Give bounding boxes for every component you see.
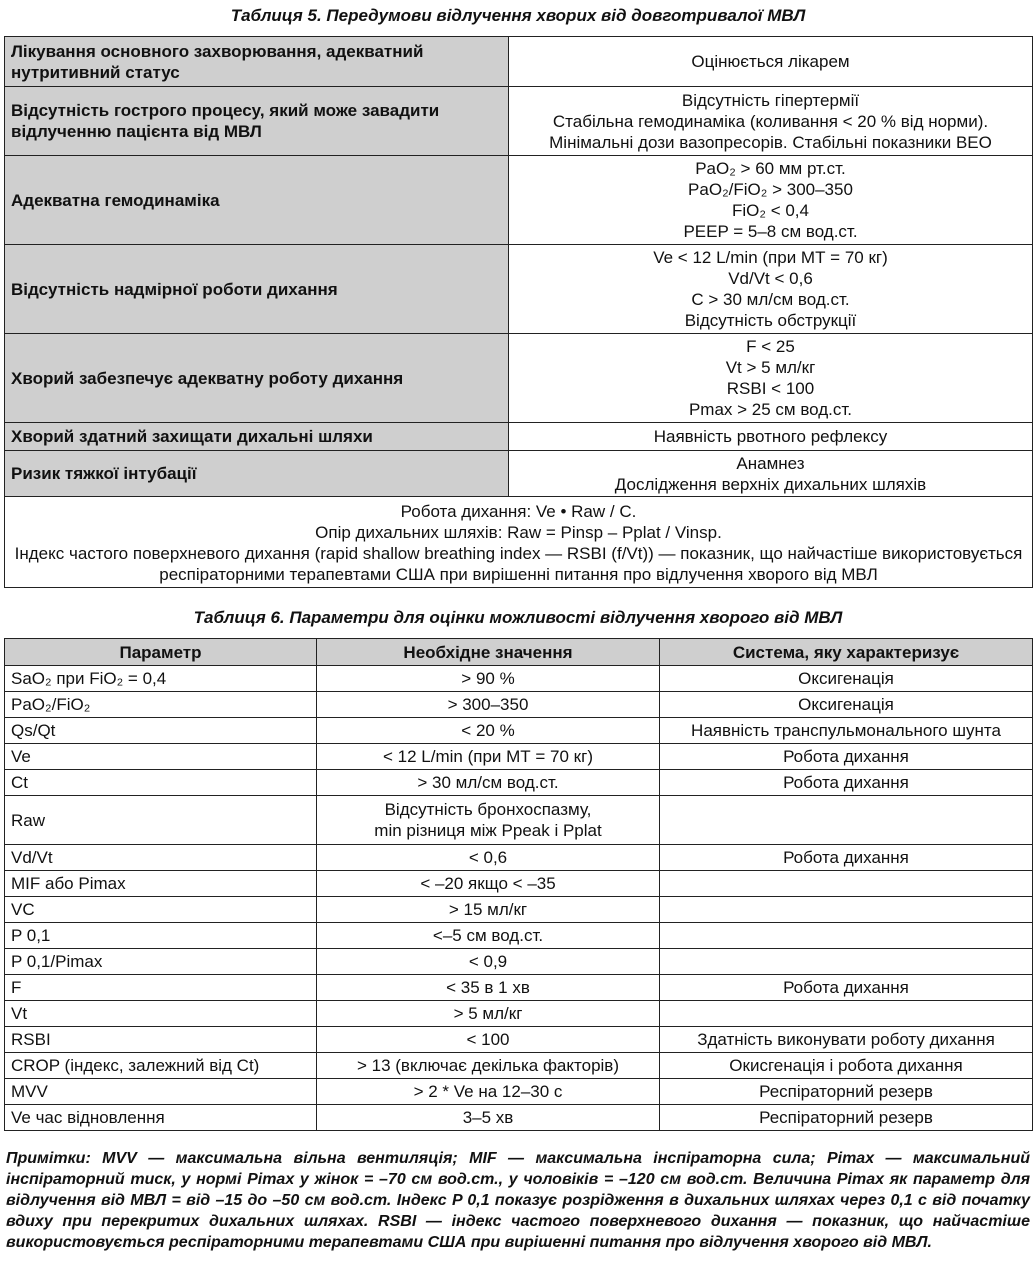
system-cell: Робота дихання	[660, 770, 1033, 796]
table-row	[5, 744, 1033, 770]
param-cell: RSBI	[5, 1027, 317, 1053]
table5-label: Адекватна гемодинаміка	[5, 156, 509, 245]
required-value-cell: > 300–350	[317, 692, 660, 718]
table-row	[5, 770, 1033, 796]
system-cell	[660, 796, 1033, 845]
required-value-cell: < 20 %	[317, 718, 660, 744]
required-value-cell: < 0,6	[317, 845, 660, 871]
required-value-cell: > 5 мл/кг	[317, 1001, 660, 1027]
param-cell: P 0,1	[5, 923, 317, 949]
system-cell: Робота дихання	[660, 744, 1033, 770]
table5-caption: Таблиця 5. Передумови відлучення хворих від довготривалої МВЛ	[230, 6, 806, 25]
table5-label: Відсутність гострого процесу, який може завадити відлученню пацієнта від МВЛ	[5, 87, 509, 156]
table5-value: Анамнез Дослідження верхніх дихальних шляхів	[509, 451, 1033, 497]
table-row	[5, 692, 1033, 718]
column-header-required-value: Необхідне значення	[317, 639, 660, 666]
table-row	[5, 423, 1033, 451]
param-cell: Vd/Vt	[5, 845, 317, 871]
table-row	[5, 245, 1033, 334]
table-row	[5, 871, 1033, 897]
param-cell: Ve час відновлення	[5, 1105, 317, 1131]
required-value-cell: < 100	[317, 1027, 660, 1053]
table-row	[5, 451, 1033, 497]
param-cell: VC	[5, 897, 317, 923]
param-cell: Ct	[5, 770, 317, 796]
system-cell	[660, 949, 1033, 975]
table-row	[5, 949, 1033, 975]
required-value-cell: 3–5 хв	[317, 1105, 660, 1131]
required-value-cell: < –20 якщо < –35	[317, 871, 660, 897]
required-value-cell: <–5 см вод.ст.	[317, 923, 660, 949]
table5-label: Відсутність надмірної роботи дихання	[5, 245, 509, 334]
table5-label: Хворий здатний захищати дихальні шляхи	[5, 423, 509, 451]
table5	[4, 36, 1033, 588]
table5-label: Ризик тяжкої інтубації	[5, 451, 509, 497]
required-value-cell: < 0,9	[317, 949, 660, 975]
table5-value: Оцінюється лікарем	[509, 37, 1033, 87]
param-cell: F	[5, 975, 317, 1001]
system-cell: Оксигенація	[660, 692, 1033, 718]
table-row	[5, 156, 1033, 245]
system-cell	[660, 871, 1033, 897]
table-row	[5, 1027, 1033, 1053]
system-cell: Робота дихання	[660, 845, 1033, 871]
param-cell: PaO₂/FiO₂	[5, 692, 317, 718]
required-value-cell: > 90 %	[317, 666, 660, 692]
param-cell: MVV	[5, 1079, 317, 1105]
table-row	[5, 87, 1033, 156]
table5-value: Наявність рвотного рефлексу	[509, 423, 1033, 451]
param-cell: SaO₂ при FiO₂ = 0,4	[5, 666, 317, 692]
system-cell: Робота дихання	[660, 975, 1033, 1001]
required-value-cell: < 12 L/min (при МТ = 70 кг)	[317, 744, 660, 770]
table5-label: Лікування основного захворювання, адекватний нутритивний статус	[5, 37, 509, 87]
system-cell: Наявність транспульмонального шунта	[660, 718, 1033, 744]
table5-value: PaO₂ > 60 мм рт.ст. PaO₂/FiO₂ > 300–350 FiO₂ < 0,4 PEEP = 5–8 см вод.ст.	[509, 156, 1033, 245]
table6	[4, 638, 1033, 1131]
required-value-cell: < 35 в 1 хв	[317, 975, 660, 1001]
param-cell: Qs/Qt	[5, 718, 317, 744]
table-row	[5, 845, 1033, 871]
table5-value: Відсутність гіпертермії Стабільна гемодинаміка (коливання < 20 % від норми). Мінімальні дози вазопресорів. Стабільні показники ВЕО	[509, 87, 1033, 156]
notes: Примітки: MVV — максимальна вільна вентиляція; MIF — максимальна інспіраторна сила; Pimax — максимальний інспіраторний тиск, у нормі Pimax у жінок = –70 см вод.ст., у чоловіків = –120 см вод.ст. Величина Pimax як параметр для відлучення від МВЛ = від –15 до –50 см вод.ст. Індекс P 0,1 показує розрідження в дихальних шляхах через 0,1 с від початку вдиху при перекритих дихальних шляхах. RSBI — індекс частого поверхневого дихання — показник, що найчастіше використовується респіраторними терапевтами США при вирішенні питання про відлучення хворого від МВЛ.	[6, 1150, 1030, 1251]
table-row	[5, 1079, 1033, 1105]
system-cell	[660, 923, 1033, 949]
param-cell: Raw	[5, 796, 317, 845]
required-value-cell: Відсутність бронхоспазму, min різниця між Ppeak і Pplat	[317, 796, 660, 845]
column-header-parameter: Параметр	[5, 639, 317, 666]
required-value-cell: > 2 * Ve на 12–30 с	[317, 1079, 660, 1105]
system-cell: Здатність виконувати роботу дихання	[660, 1027, 1033, 1053]
param-cell: Ve	[5, 744, 317, 770]
table-row	[5, 1105, 1033, 1131]
table-row	[5, 37, 1033, 87]
table-row	[5, 975, 1033, 1001]
param-cell: P 0,1/Pimax	[5, 949, 317, 975]
table-row	[5, 666, 1033, 692]
required-value-cell: > 13 (включає декілька факторів)	[317, 1053, 660, 1079]
table6-body	[5, 666, 1033, 1131]
table-row	[5, 796, 1033, 845]
table6-caption: Таблиця 6. Параметри для оцінки можливості відлучення хворого від МВЛ	[193, 608, 843, 627]
table5-label: Хворий забезпечує адекватну роботу дихання	[5, 334, 509, 423]
table5-note: Робота дихання: Ve • Raw / C. Опір дихальних шляхів: Raw = Pinsp – Pplat / Vinsp. Індекс частого поверхневого дихання (rapid shallow breathing index — RSBI (f/Vt)) — показник, що найчастіше використовується респіраторними терапевтами США при вирішенні питання про відлучення хворого від МВЛ	[5, 497, 1033, 588]
table5-value: F < 25 Vt > 5 мл/кг RSBI < 100 Pmax > 25 см вод.ст.	[509, 334, 1033, 423]
param-cell: MIF або Pimax	[5, 871, 317, 897]
param-cell: Vt	[5, 1001, 317, 1027]
table-row	[5, 923, 1033, 949]
system-cell: Окисгенація і робота дихання	[660, 1053, 1033, 1079]
param-cell: CROP (індекс, залежний від Ct)	[5, 1053, 317, 1079]
system-cell	[660, 897, 1033, 923]
required-value-cell: > 30 мл/см вод.ст.	[317, 770, 660, 796]
table-row	[5, 718, 1033, 744]
system-cell	[660, 1001, 1033, 1027]
required-value-cell: > 15 мл/кг	[317, 897, 660, 923]
table-row	[5, 1053, 1033, 1079]
system-cell: Респіраторний резерв	[660, 1079, 1033, 1105]
column-header-system: Система, яку характеризує	[660, 639, 1033, 666]
system-cell: Респіраторний резерв	[660, 1105, 1033, 1131]
table-row	[5, 334, 1033, 423]
table5-value: Ve < 12 L/min (при МТ = 70 кг) Vd/Vt < 0,6 C > 30 мл/см вод.ст. Відсутність обструкції	[509, 245, 1033, 334]
table-row	[5, 897, 1033, 923]
table6-header-row	[5, 639, 1033, 666]
system-cell: Оксигенація	[660, 666, 1033, 692]
table-row	[5, 1001, 1033, 1027]
table5-note-row	[5, 497, 1033, 588]
